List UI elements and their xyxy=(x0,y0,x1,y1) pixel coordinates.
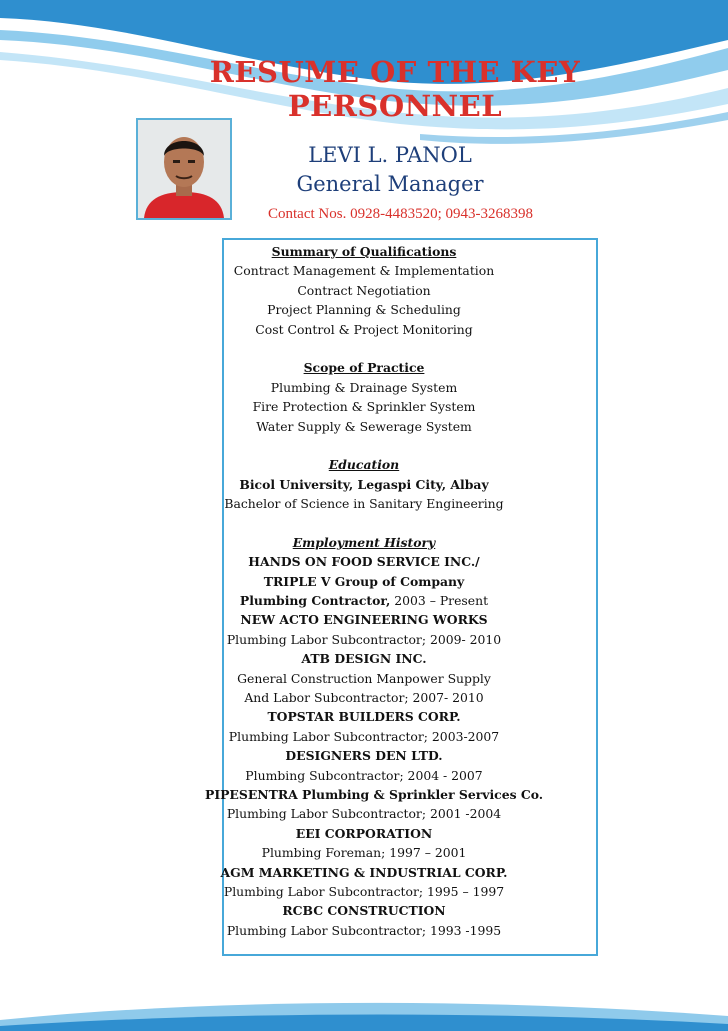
contact-numbers: Contact Nos. 0928-4483520; 0943-3268398 xyxy=(268,206,533,222)
employment-role: General Construction Manpower Supply xyxy=(237,670,491,686)
employer-name: PIPESENTRA Plumbing & Sprinkler Services Co. xyxy=(205,786,544,802)
footer-wave-graphic xyxy=(0,990,728,1031)
title-line-2: PERSONNEL xyxy=(287,89,503,123)
scope-item: Water Supply & Sewerage System xyxy=(256,418,472,434)
education-heading: Education xyxy=(328,457,400,473)
employment-role: Plumbing Labor Subcontractor; 1993 -1995 xyxy=(226,922,502,938)
employer-name: TRIPLE V Group of Company xyxy=(263,573,465,589)
person-position: General Manager xyxy=(296,172,484,196)
scope-item: Fire Protection & Sprinkler System xyxy=(252,399,476,415)
title-line-1: RESUME OF THE KEY xyxy=(209,55,581,89)
summary-item: Project Planning & Scheduling xyxy=(267,302,461,318)
role-dates: 2003 – Present xyxy=(390,593,489,609)
person-name: LEVI L. PANOL xyxy=(308,143,472,167)
person-portrait-icon xyxy=(138,120,230,218)
employment-role: Plumbing Labor Subcontractor; 1995 – 1997 xyxy=(223,883,505,899)
employment-role: And Labor Subcontractor; 2007- 2010 xyxy=(244,689,484,705)
employer-name: NEW ACTO ENGINEERING WORKS xyxy=(240,612,488,628)
employer-name: DESIGNERS DEN LTD. xyxy=(285,748,443,764)
employer-name: ATB DESIGN INC. xyxy=(301,651,427,667)
employment-role: Plumbing Labor Subcontractor; 2009- 2010 xyxy=(226,631,502,647)
employer-name: HANDS ON FOOD SERVICE INC./ xyxy=(248,554,480,570)
role-title: Plumbing Contractor, xyxy=(239,593,391,609)
education-degree: Bachelor of Science in Sanitary Engineering xyxy=(224,496,504,512)
employment-role xyxy=(205,591,523,610)
summary-item: Cost Control & Project Monitoring xyxy=(255,321,473,337)
personnel-photo xyxy=(136,118,232,220)
resume-title xyxy=(180,55,610,123)
employer-name: TOPSTAR BUILDERS CORP. xyxy=(267,709,461,725)
education-school: Bicol University, Legaspi City, Albay xyxy=(239,476,489,492)
employment-heading: Employment History xyxy=(292,534,436,550)
scope-item: Plumbing & Drainage System xyxy=(270,379,458,395)
employment-role: Plumbing Foreman; 1997 – 2001 xyxy=(261,845,467,861)
employment-role: Plumbing Subcontractor; 2004 - 2007 xyxy=(245,767,483,783)
employer-name: RCBC CONSTRUCTION xyxy=(282,903,446,919)
employer-name: EEI CORPORATION xyxy=(295,825,433,841)
employment-role: Plumbing Labor Subcontractor; 2003-2007 xyxy=(228,728,500,744)
summary-heading: Summary of Qualifications xyxy=(271,244,457,259)
resume-content xyxy=(205,242,544,940)
summary-item: Contract Negotiation xyxy=(297,282,431,298)
scope-heading: Scope of Practice xyxy=(303,360,425,376)
summary-item: Contract Management & Implementation xyxy=(233,263,495,279)
employment-role: Plumbing Labor Subcontractor; 2001 -2004 xyxy=(226,806,502,822)
employer-name: AGM MARKETING & INDUSTRIAL CORP. xyxy=(220,864,508,880)
